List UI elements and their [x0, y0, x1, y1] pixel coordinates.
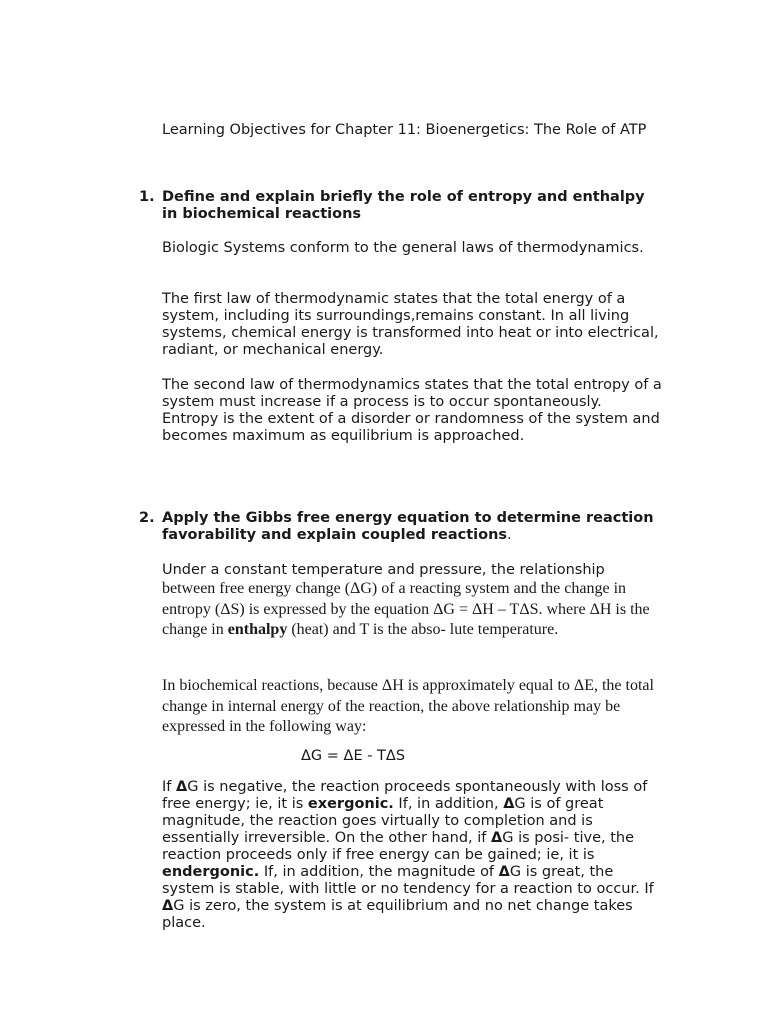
delta-symbol: Δ [503, 796, 515, 812]
section-2-paragraph-1 [162, 579, 662, 641]
delta-symbol: Δ [176, 779, 188, 795]
section-1-number: 1. [139, 189, 155, 205]
section-2-paragraph-1-line-1: Under a constant temperature and pressure, the relationship [162, 562, 605, 578]
section-2-paragraph-1-text-b: (heat) and T is the abso- lute temperature. [287, 621, 559, 638]
p3-text-2: G is negative, the reaction proceeds spontaneously with loss of free energy; ie, it is [162, 779, 648, 812]
p3-text-7: G is great, the system is stable, with little or no tendency for a reaction to occur. If [162, 864, 654, 897]
section-1-heading: Define and explain briefly the role of entropy and enthalpy in biochemical reactions [162, 189, 645, 222]
section-2-paragraph-2: In biochemical reactions, because ΔH is approximately equal to ΔE, the total change in internal energy of the reaction, the above relationship may be expressed in the following way: [162, 677, 654, 735]
delta-symbol: Δ [491, 830, 503, 846]
delta-symbol: Δ [162, 898, 174, 914]
delta-symbol: Δ [498, 864, 510, 880]
section-1-paragraph-3: The second law of thermodynamics states that the total entropy of a system must increase if a process is to occur spontaneously. Entropy is the extent of a disorder or randomness of the system and becomes maximum as equilibrium is approached. [162, 377, 662, 444]
document-title: Learning Objectives for Chapter 11: Bioenergetics: The Role of ATP [162, 122, 647, 138]
p3-text-5: G is posi- tive, the reaction proceeds only if free energy can be gained; ie, it is [162, 830, 635, 863]
exergonic-term: exergonic. [307, 796, 394, 812]
section-2-heading-period: . [507, 527, 512, 543]
endergonic-term: endergonic. [162, 864, 260, 880]
p3-text-3: If, in addition, [393, 796, 504, 812]
free-energy-equation: ΔG = ΔE - TΔS [301, 748, 406, 764]
enthalpy-term: enthalpy [227, 621, 288, 638]
section-1-paragraph-2: The first law of thermodynamic states that the total energy of a system, including its surroundings,remains constant. In all living systems, chemical energy is transformed into heat or into electrical, radiant, or mechanical energy. [162, 291, 659, 358]
section-2-heading: Apply the Gibbs free energy equation to determine reaction favorability and explain coupled reactions [162, 510, 654, 543]
p3-text-4: G is of great magnitude, the reaction goes virtually to completion and is essentially irreversible. On the other hand, if [162, 796, 604, 846]
p3-text-1: If [162, 779, 176, 795]
section-2-paragraph-3 [162, 779, 662, 932]
section-1-paragraph-1: Biologic Systems conform to the general laws of thermodynamics. [162, 240, 644, 256]
p3-text-8: G is zero, the system is at equilibrium and no net change takes place. [162, 898, 633, 931]
section-2-number: 2. [139, 510, 155, 526]
section-2-paragraph-1-text-a: between free energy change (ΔG) of a reacting system and the change in entropy (ΔS) is expressed by the equation ΔG = ΔH – TΔS. where ΔH is the change in [162, 580, 650, 638]
section-2-heading-block [162, 510, 662, 544]
p3-text-6: If, in addition, the magnitude of [259, 864, 499, 880]
